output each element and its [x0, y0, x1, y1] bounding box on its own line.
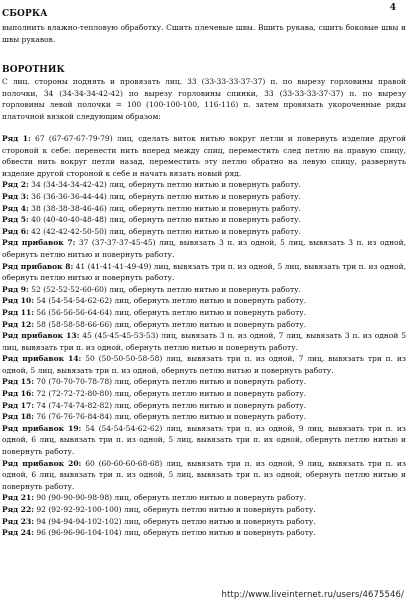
row-text: 54 (54-54-54-62-62) лиц, обернуть петлю нитью и повернуть работу.	[36, 296, 307, 306]
row-text: 36 (36-36-36-44-44) лиц, обернуть петлю нитью и повернуть работу.	[31, 191, 301, 201]
row-instruction	[2, 295, 406, 307]
row-instruction	[2, 237, 406, 260]
row-instruction	[2, 307, 406, 319]
row-instruction	[2, 376, 406, 388]
row-label: Ряд 3:	[2, 191, 29, 201]
row-instruction	[2, 319, 406, 331]
row-label: Ряд прибавок 8:	[2, 261, 74, 271]
row-label: Ряд 5:	[2, 215, 29, 225]
row-label: Ряд прибавок 20:	[2, 458, 82, 468]
row-text: 72 (72-72-72-80-80) лиц, обернуть петлю нитью и повернуть работу.	[36, 389, 307, 399]
row-instruction	[2, 516, 406, 528]
row-instructions-list	[2, 133, 406, 539]
row-text: 40 (40-40-40-48-48) лиц, обернуть петлю нитью и повернуть работу.	[31, 215, 301, 225]
row-label: Ряд 17:	[2, 400, 34, 410]
row-text: 52 (52-52-52-60-60) лиц, обернуть петлю нитью и повернуть работу.	[31, 284, 301, 294]
row-label: Ряд прибавок 13:	[2, 331, 80, 341]
row-text: 37 (37-37-37-45-45) лиц, вывязать 3 п. из одной, 5 лиц, вывязать 3 п. из одной, обернуть петлю нитью и повернуть работу.	[2, 238, 406, 259]
row-instruction	[2, 203, 406, 215]
row-instruction	[2, 226, 406, 238]
row-label: Ряд 18:	[2, 412, 34, 422]
row-label: Ряд 1:	[2, 134, 31, 143]
row-text: 41 (41-41-41-49-49) лиц, вывязать три п. из одной, 5 лиц, вывязать три п. из одной, обернуть петлю нитью и повернуть работу.	[2, 261, 406, 283]
row-instruction	[2, 492, 406, 504]
row-instruction	[2, 411, 406, 423]
row-text: 92 (92-92-92-100-100) лиц, обернуть петлю нитью и повернуть работу.	[36, 505, 316, 514]
row-label: Ряд прибавок 7:	[2, 238, 76, 248]
row-text: 58 (58-58-58-66-66) лиц, обернуть петлю нитью и повернуть работу.	[36, 319, 307, 329]
row-label: Ряд прибавок 14:	[2, 354, 82, 364]
row-label: Ряд 9:	[2, 284, 29, 294]
collar-intro-paragraph: С лиц. стороны поднять и провязать лиц. 33 (33-33-33-37-37) п. по вырезу горловины правой полочки, 34 (34-34-34-42-42) по вырезу горловины спинки, 33 (33-33-33-37-37) п. по вырезу горловины левой полочки = 100 (100-100-100, 116-116) п. затем провязать укороченные ряды платочной вязкой следующим образом:	[2, 77, 406, 121]
row-text: 94 (94-94-94-102-102) лиц, обернуть петлю нитью и повернуть работу.	[36, 516, 316, 526]
row-label: Ряд 16:	[2, 389, 34, 399]
row-text: 74 (74-74-74-82-82) лиц, обернуть петлю нитью и повернуть работу.	[36, 400, 307, 410]
row-instruction	[2, 261, 406, 284]
row-text: 38 (38-38-38-46-46) лиц, обернуть петлю нитью и повернуть работу.	[31, 203, 301, 213]
row-instruction	[2, 400, 406, 412]
row-text: 96 (96-96-96-104-104) лиц, обернуть петлю нитью и повернуть работу.	[36, 528, 316, 538]
row-text: 76 (76-76-76-84-84) лиц, обернуть петлю нитью и повернуть работу.	[36, 412, 307, 422]
row-instruction	[2, 423, 406, 458]
section-title-collar: ВОРОТНИК	[2, 65, 65, 75]
row-text: 70 (70-70-70-78-78) лиц, обернуть петлю нитью и повернуть работу.	[36, 377, 307, 387]
row-instruction	[2, 458, 406, 493]
row-label: Ряд 4:	[2, 203, 29, 213]
row-instruction	[2, 284, 406, 296]
row-text: 50 (50-50-50-58-58) лиц, вывязать три п. из одной, 7 лиц, вывязать три п. из одной, 5 лиц, вывязать три п. из одной, обернуть петлю нитью и повернуть работу.	[2, 354, 406, 375]
row-label: Ряд 22:	[2, 505, 34, 514]
row-instruction	[2, 504, 406, 516]
row-label: Ряд 12:	[2, 319, 34, 329]
row-text: 54 (54-54-54-62-62) лиц, вывязать три п. из одной, 9 лиц, вывязать три п. из одной, 6 лиц, вывязать три п. из одной, 5 лиц, вывязать три п. их одной, обернуть петлю нитью и повернуть работу.	[2, 423, 406, 457]
row-label: Ряд 11:	[2, 307, 34, 317]
row-instruction	[2, 191, 406, 203]
row-instruction	[2, 330, 406, 353]
row-label: Ряд 24:	[2, 528, 34, 538]
row-label: Ряд 10:	[2, 296, 34, 306]
row-label: Ряд 23:	[2, 516, 34, 526]
row-instruction	[2, 214, 406, 226]
row-instruction	[2, 388, 406, 400]
footer-url: http://www.liveinternet.ru/users/4675546/	[221, 590, 404, 600]
row-label: Ряд 6:	[2, 226, 29, 236]
row-instruction	[2, 133, 406, 179]
row-instruction	[2, 527, 406, 539]
row-label: Ряд прибавок 19:	[2, 423, 82, 433]
row-label: Ряд 21:	[2, 493, 34, 503]
row-text: 42 (42-42-42-50-50) лиц, обернуть петлю нитью и повернуть работу.	[31, 226, 301, 236]
row-text: 56 (56-56-56-64-64) лиц, обернуть петлю нитью и повернуть работу.	[36, 307, 307, 317]
row-text: 90 (90-90-90-98-98) лиц, обернуть петлю нитью и повернуть работу.	[36, 493, 307, 503]
row-text: 45 (45-45-45-53-53) лиц, вывязать 3 п. из одной, 7 лиц, вывязать 3 п. из одной 5 лиц, вывязать три п. из одной, обернуть петлю нитью и повернуть работу.	[2, 331, 406, 352]
row-text: 60 (60-60-60-68-68) лиц, вывязать три п. из одной, 9 лиц, вывязать три п. из одной, 6 лиц, вывязать три п. из одной, 5 лиц, вывязать три п. из одной, обернуть петлю нитью и повернуть работу.	[2, 458, 406, 491]
row-text: 34 (34-34-34-42-42) лиц, обернуть петлю нитью и повернуть работу.	[31, 180, 301, 190]
row-instruction	[2, 179, 406, 191]
row-label: Ряд 2:	[2, 180, 29, 190]
assembly-paragraph: выполнить влажно-тепловую обработку. Сшить плечевые швы. Вшить рукава, сшить боковые швы и швы рукавов.	[2, 23, 406, 44]
row-instruction	[2, 353, 406, 376]
section-title-assembly: СБОРКА	[2, 9, 48, 19]
row-label: Ряд 15:	[2, 377, 34, 387]
page-number: 4	[389, 3, 396, 13]
row-text: 67 (67-67-67-79-79) лиц, сделать виток нитью вокруг петли и повернуть изделие другой стороной к себе: перенести нить вперед между спиц, переместить след петлю на правую спицу, обвести нить вокруг петли назад, переместить эту петлю обратно на левую спицу, развернуть изделие другой стороной к себе и начать вязать новый ряд.	[2, 134, 406, 178]
